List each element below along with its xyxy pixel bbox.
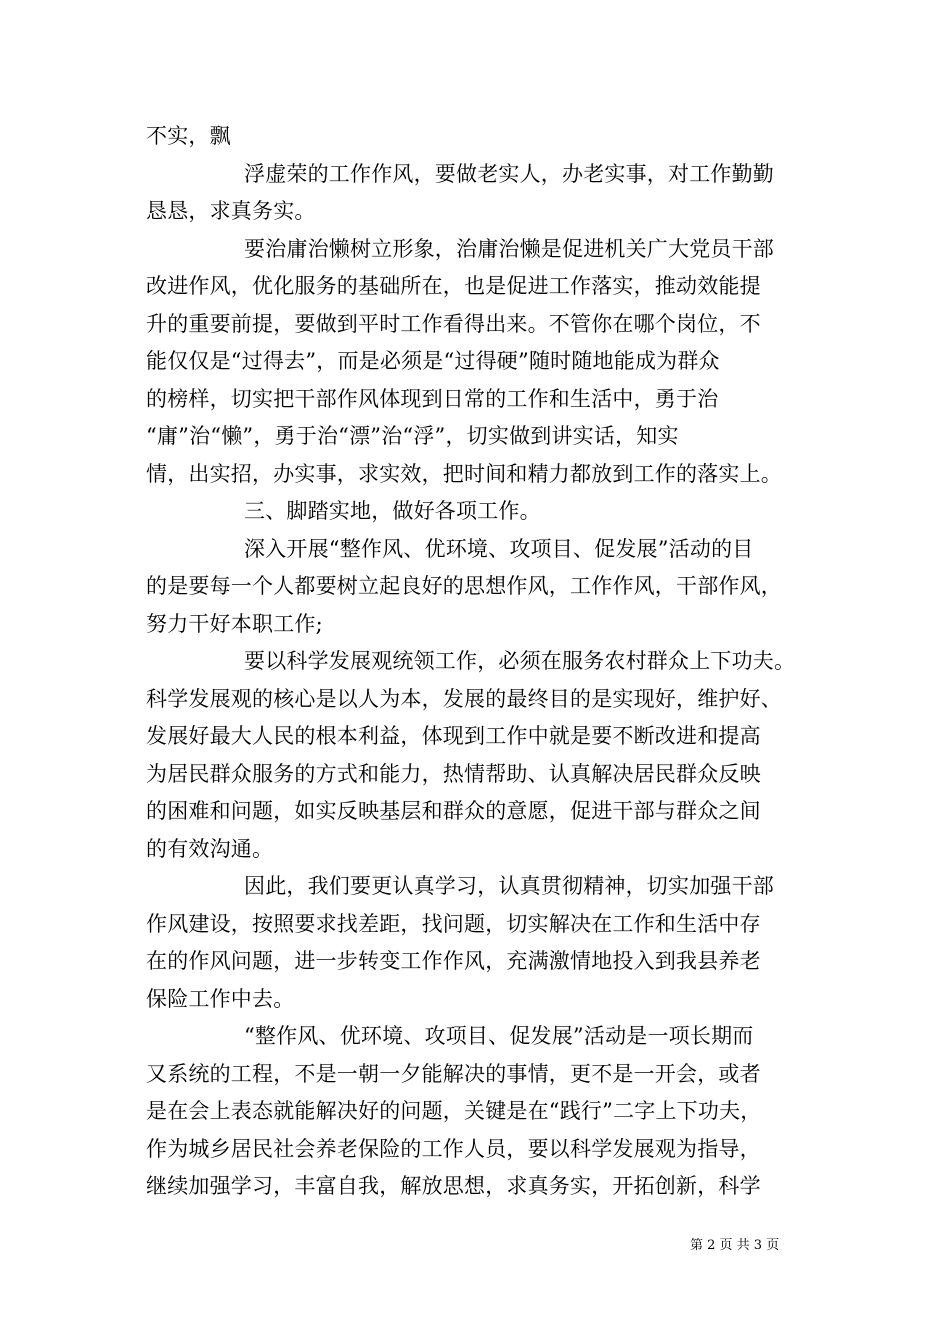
text-line: 的有效沟通。 xyxy=(146,836,274,861)
text-line: 科学发展观的核心是以人为本，发展的最终目的是实现好，维护好、 xyxy=(146,686,782,711)
text-line: 又系统的工程，不是一朝一夕能解决的事情，更不是一开会，或者 xyxy=(146,1061,761,1086)
text-line: 浮虚荣的工作作风，要做老实人，办老实事，对工作勤勤 xyxy=(244,161,774,186)
page-number: 第 2 页 共 3 页 xyxy=(690,1238,780,1253)
text-line: 不实，飘 xyxy=(146,124,231,148)
text-line: 要以科学发展观统领工作，必须在服务农村群众上下功夫。 xyxy=(244,649,796,673)
text-line: 要治庸治懒树立形象，治庸治懒是促进机关广大党员干部 xyxy=(244,236,774,261)
text-line: 改进作风，优化服务的基础所在，也是促进工作落实，推动效能提 xyxy=(146,274,761,298)
text-line: 继续加强学习，丰富自我，解放思想，求真务实，开拓创新，科学 xyxy=(146,1174,761,1198)
text-line: 在的作风问题，进一步转变工作作风，充满激情地投入到我县养老 xyxy=(146,949,761,973)
text-line: 努力干好本职工作; xyxy=(146,611,323,636)
text-line: 作为城乡居民社会养老保险的工作人员，要以科学发展观为指导， xyxy=(146,1136,761,1161)
text-line: 的困难和问题，如实反映基层和群众的意愿，促进干部与群众之间 xyxy=(146,799,761,823)
text-line: 深入开展“整作风、优环境、攻项目、促发展”活动的目 xyxy=(244,536,754,561)
text-line: “庸”治“懒”，勇于治“漂”治“浮”，切实做到讲实话，知实 xyxy=(146,424,679,448)
text-line: 发展好最大人民的根本利益，体现到工作中就是要不断改进和提高 xyxy=(146,724,761,748)
text-line: “整作风、优环境、攻项目、促发展”活动是一项长期而 xyxy=(244,1024,754,1048)
text-line: 升的重要前提，要做到平时工作看得出来。不管你在哪个岗位，不 xyxy=(146,311,761,336)
text-line: 恳恳，求真务实。 xyxy=(146,199,316,223)
section-heading: 三、脚踏实地，做好各项工作。 xyxy=(244,499,541,523)
text-line: 能仅仅是“过得去”，而是必须是“过得硬”随时随地能成为群众 xyxy=(146,349,720,373)
text-line: 情，出实招，办实事，求实效，把时间和精力都放到工作的落实上。 xyxy=(146,461,782,486)
text-line: 因此，我们要更认真学习，认真贯彻精神，切实加强干部 xyxy=(244,874,774,898)
text-line: 为居民群众服务的方式和能力，热情帮助、认真解决居民群众反映 xyxy=(146,761,761,786)
text-line: 的榜样，切实把干部作风体现到日常的工作和生活中，勇于治 xyxy=(146,386,719,411)
text-line: 作风建设，按照要求找差距，找问题，切实解决在工作和生活中存 xyxy=(146,911,761,936)
document-body xyxy=(146,118,822,1206)
text-line: 保险工作中去。 xyxy=(146,986,295,1011)
text-line: 的是要每一个人都要树立起良好的思想作风，工作作风，干部作风， xyxy=(146,574,782,598)
text-line: 是在会上表态就能解决好的问题，关键是在“践行”二字上下功夫， xyxy=(146,1099,762,1123)
